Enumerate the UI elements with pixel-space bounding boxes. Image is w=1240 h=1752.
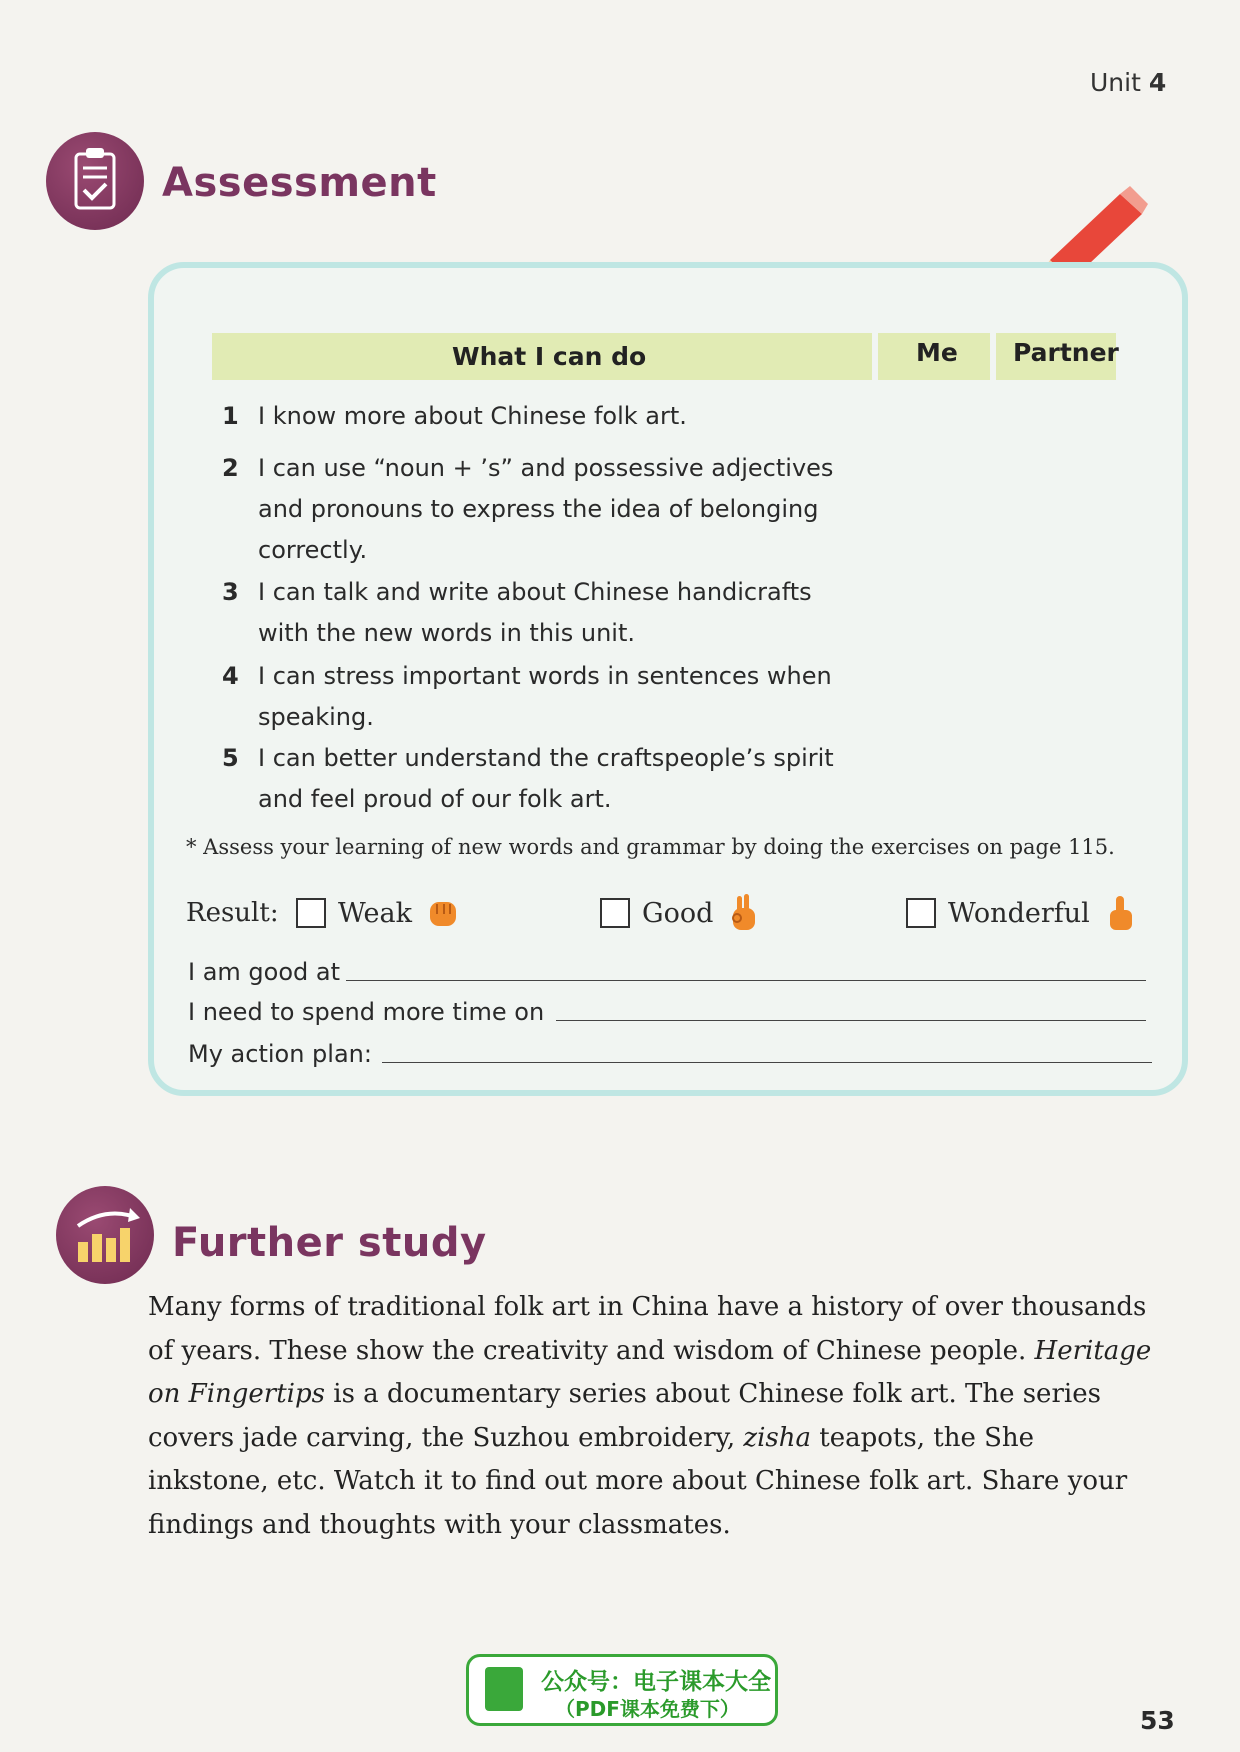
option-good [600,894,761,932]
wonderful-checkbox[interactable] [906,898,936,928]
ok-hand-icon [727,894,761,932]
wonderful-label: Wonderful [948,897,1090,929]
action-plan-label: My action plan: [188,1040,372,1068]
clipboard-icon [46,132,144,230]
option-weak [296,894,460,932]
item-text: I know more about Chinese folk art. [258,402,687,430]
unit-word: Unit [1090,68,1141,97]
watermark-line-2: （PDF课本免费下） [555,1697,740,1721]
header-partner-label: Partner [1013,338,1119,367]
item-number: 2 [222,454,239,482]
good-checkbox[interactable] [600,898,630,928]
paragraph-part-2: is a documentary series about Chinese folk art. The series covers jade carving, the Suzhou embroidery, [148,1379,1101,1453]
watermark-line-1: 公众号：电子课本大全 [541,1669,771,1695]
item-number: 3 [222,578,239,606]
header-me-label: Me [916,338,958,367]
item-text: I can talk and write about Chinese handicrafts with the new words in this unit. [258,578,812,647]
more-time-line[interactable] [556,1020,1146,1021]
item-number: 1 [222,402,239,430]
result-label: Result: [186,898,279,928]
zisha-term: zisha [743,1422,812,1453]
page-number: 53 [1140,1706,1175,1735]
unit-label [1090,68,1166,97]
header-what-label: What I can do [452,342,647,371]
weak-label: Weak [338,897,412,929]
bar-chart-icon [56,1186,154,1284]
item-text: I can stress important words in sentences when speaking. [258,662,832,731]
thumbs-up-icon [1104,894,1138,932]
assessment-note: * Assess your learning of new words and grammar by doing the exercises on page 115. [186,835,1115,859]
item-text: I can better understand the craftspeople’s spirit and feel proud of our folk art. [258,744,834,813]
further-study-title: Further study [172,1220,487,1266]
weak-checkbox[interactable] [296,898,326,928]
good-at-label: I am good at [188,958,341,986]
book-icon [485,1667,523,1711]
item-number: 4 [222,662,239,690]
action-plan-line[interactable] [382,1062,1152,1063]
good-label: Good [642,897,714,929]
fist-icon [426,894,460,932]
option-wonderful [906,894,1138,932]
documentary-title: Heritage on Fingertips [148,1335,1152,1409]
unit-number: 4 [1148,68,1167,97]
paragraph-part-3: teapots, the She inkstone, etc. Watch it to find out more about Chinese folk art. Share your findings and thoughts with your classmates. [148,1422,1128,1540]
paragraph-part-1: Many forms of traditional folk art in China have a history of over thousands of years. These show the creativity and wisdom of Chinese people. [148,1292,1147,1366]
item-number: 5 [222,744,239,772]
further-study-paragraph [148,1286,1158,1547]
more-time-label: I need to spend more time on [188,998,545,1026]
assessment-title: Assessment [162,160,437,206]
good-at-line[interactable] [346,980,1146,981]
watermark-badge [466,1654,778,1726]
item-text: I can use “noun + ’s” and possessive adjectives and pronouns to express the idea of belonging correctly. [258,454,834,564]
